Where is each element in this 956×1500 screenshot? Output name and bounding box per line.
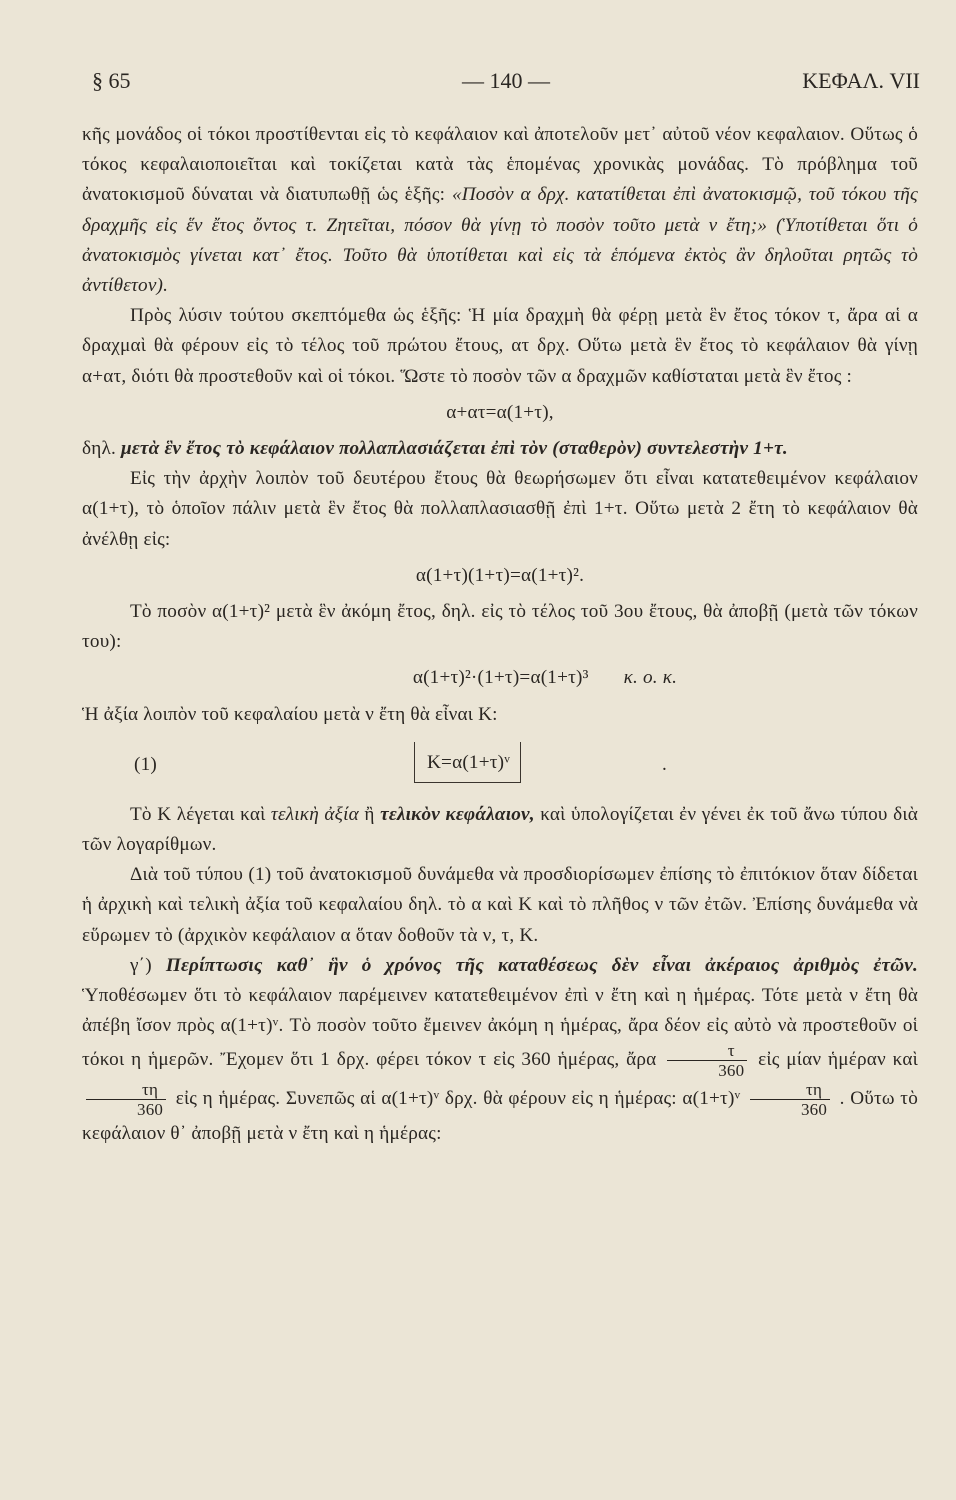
formula: α(1+τ)²·(1+τ)=α(1+τ)³	[412, 667, 589, 689]
equation-end: .	[662, 753, 667, 775]
paragraph: Πρὸς λύσιν τούτου σκεπτόμεθα ὡς ἑξῆς: Ἡ μία δραχμὴ θὰ φέρῃ μετὰ ἓν ἔτος τόκον τ, ἄρα αἱ α δραχμαὶ θὰ φέρουν εἰς τὸ τέλος τοῦ πρώτου ἔτους, ατ δρχ. Οὕτω μετὰ ἓν ἔτος τὸ κεφάλαιον θὰ γίνῃ α+ατ, διότι θὰ προστεθοῦν καὶ οἱ τόκοι. Ὥστε τὸ ποσὸν τῶν α δραχμῶν καθίσταται μετὰ ἓν ἔτος :	[82, 305, 918, 387]
emphasis-text: μετὰ ἓν ἔτος τὸ κεφάλαιον πολλαπλασιάζεται ἐπὶ τὸν (σταθερὸν) συντελεστὴν 1+τ.	[120, 438, 788, 460]
fraction-numerator: τη	[86, 1080, 166, 1100]
boxed-equation-row	[82, 740, 918, 792]
paragraph: Εἰς τὴν ἀρχὴν λοιπὸν τοῦ δευτέρου ἔτους θὰ θεωρήσωμεν ὅτι εἶναι κατατεθειμένον κεφάλαιον α(1+τ), τὸ ὁποῖον πάλιν μετὰ ἓν ἔτος θὰ πολλαπλασιασθῇ ἐπὶ 1+τ. Οὕτω μετὰ 2 ἔτη τὸ κεφάλαιον θὰ ἀνέλθῃ εἰς:	[82, 468, 918, 550]
formula: α+ατ=α(1+τ),	[446, 401, 554, 423]
paragraph-text: καὶ ὑπολογίζεται ἐν γένει ἐκ τοῦ ἄνω τύπου διὰ τῶν λογαρίθμων.	[82, 803, 918, 856]
paragraph-text: εἰς η ἡμέρας. Συνεπῶς αἱ α(1+τ)ᵛ δρχ. θὰ φέρουν εἰς η ἡμέρας:	[175, 1088, 677, 1110]
body-text	[82, 120, 918, 1150]
paragraph	[82, 951, 918, 1150]
paragraph	[82, 120, 918, 301]
term-italic: τελικὴ ἀξία	[270, 803, 359, 825]
fraction-numerator: τη	[750, 1080, 830, 1100]
fraction-denominator: 360	[800, 1100, 828, 1120]
formula-inline: α(1+τ)ᵛ	[682, 1088, 741, 1110]
paragraph-text: εἰς μίαν ἡμέραν καὶ	[758, 1049, 919, 1071]
formula-line	[82, 663, 918, 693]
case-title: Περίπτωσις καθ᾿ ἣν ὁ χρόνος τῆς καταθέσεως δὲν εἶναι ἀκέραιος ἀριθμὸς ἐτῶν.	[165, 954, 918, 976]
paragraph: Τὸ ποσὸν α(1+τ)² μετὰ ἓν ἀκόμη ἔτος, δηλ. εἰς τὸ τέλος τοῦ 3ου ἔτους, θὰ ἀποβῇ (μετὰ τῶν τόκων του):	[82, 601, 918, 653]
fraction-denominator: 360	[137, 1100, 164, 1120]
paragraph-text: δηλ.	[82, 438, 116, 460]
chapter-label: ΚΕΦΑΛ. VII	[802, 68, 920, 93]
equation-formula: Κ=α(1+τ)ᵛ	[427, 751, 511, 773]
paragraph-text: ἢ	[364, 803, 375, 825]
paragraph: Ἡ ἀξία λοιπὸν τοῦ κεφαλαίου μετὰ ν ἔτη θὰ εἶναι Κ:	[82, 703, 498, 725]
fraction	[667, 1041, 747, 1080]
case-label: γ΄)	[130, 954, 152, 976]
term-bold: τελικὸν κεφάλαιον,	[380, 803, 535, 825]
boxed-equation	[414, 742, 521, 783]
page-number: — 140 —	[462, 68, 550, 93]
running-header	[0, 68, 956, 108]
paragraph-text: κῆς μονάδος οἱ τόκοι προστίθενται εἰς τὸ κεφάλαιον καὶ ἀποτελοῦν μετ᾿ αὐτοῦ νέον κεφαλαιον. Οὕτως ὁ τόκος κεφαλαιοποιεῖται καὶ τοκίζεται κατὰ τὰς ἑπομένας χρονικὰς μονάδας. Τὸ πρόβλημα τοῦ ἀνατοκισμοῦ δύναται νὰ διατυπωθῇ ὡς ἑξῆς:	[82, 124, 918, 206]
fraction-numerator: τ	[667, 1041, 747, 1061]
paragraph-text: . Οὕτω τὸ κεφάλαιον θ᾿ ἀποβῇ μετὰ ν ἔτη καὶ η ἡμέρας:	[82, 1088, 918, 1145]
fraction	[86, 1080, 166, 1119]
paragraph: Διὰ τοῦ τύπου (1) τοῦ ἀνατοκισμοῦ δυνάμεθα νὰ προσδιορίσωμεν ἐπίσης τὸ ἐπιτόκιον ὅταν δίδεται ἡ ἀρχικὴ καὶ τελικὴ ἀξία τοῦ κεφαλαίου δηλ. τὸ α καὶ Κ καὶ τὸ πλῆθος ν τῶν ἐτῶν. Ἐπίσης δυνάμεθα νὰ εὕρωμεν τὸ (ἀρχικὸν κεφάλαιον α ὅταν δοθοῦν τὰ ν, τ, Κ.	[82, 864, 918, 946]
section-number: § 65	[92, 68, 131, 93]
paragraph	[82, 434, 918, 464]
formula-suffix: κ. ο. κ.	[623, 667, 678, 689]
equation-label: (1)	[134, 753, 157, 775]
paragraph-text: Τὸ Κ λέγεται καὶ	[130, 803, 266, 825]
fraction	[750, 1080, 830, 1119]
formula: α(1+τ)(1+τ)=α(1+τ)².	[415, 564, 585, 586]
problem-statement: «Ποσὸν α δρχ. κατατίθεται ἐπὶ ἀνατοκισμῷ, τοῦ τόκου τῆς δραχμῆς εἰς ἕν ἔτος ὄντος τ. Ζητεῖται, πόσον θὰ γίνῃ τὸ ποσὸν τοῦτο μετὰ ν ἔτη;» (Ὑποτίθεται ὅτι ὁ ἀνατοκισμὸς γίνεται κατ᾿ ἔτος. Τοῦτο θὰ ὑποτίθεται καὶ εἰς τὰ ἑπόμενα ἐκτὸς ἂν δηλοῦται ρητῶς τὸ ἀντίθετον).	[82, 184, 919, 297]
paragraph	[82, 800, 918, 860]
fraction-denominator: 360	[718, 1061, 745, 1081]
paragraph-text: Ὑποθέσωμεν ὅτι τὸ κεφάλαιον παρέμεινεν κατατεθειμένον ἐπὶ ν ἔτη καὶ η ἡμέρας. Τότε μετὰ ν ἔτη θὰ ἀπέβη ἴσον πρὸς α(1+τ)ᵛ. Τὸ ποσὸν τοῦτο ἔμεινεν ἀκόμη η ἡμέρας, ἄρα δέον εἰς αὐτὸ νὰ προστεθοῦν οἱ τόκοι η ἡμερῶν. Ἔχομεν ὅτι 1 δρχ. φέρει τόκον τ εἰς 360 ἡμέρας, ἄρα	[82, 985, 918, 1071]
